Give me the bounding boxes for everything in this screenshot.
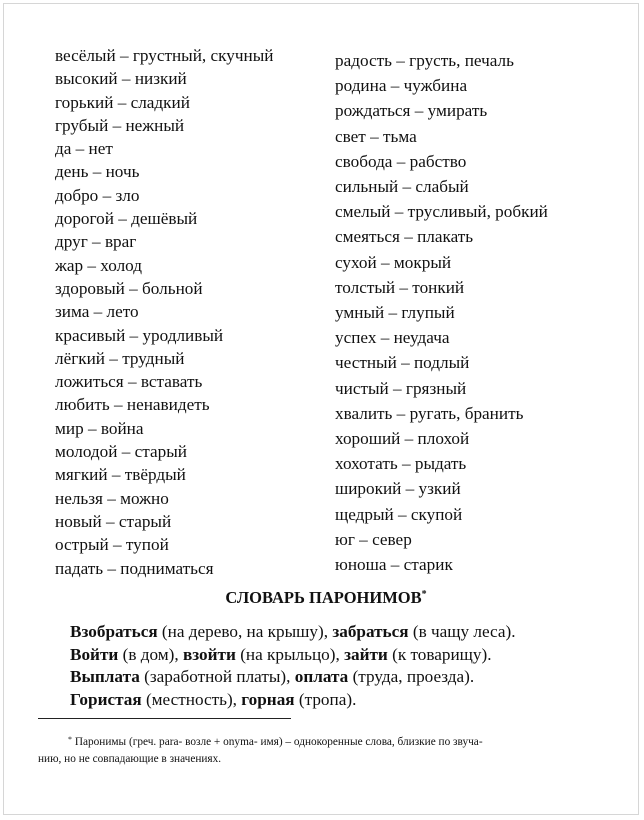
antonym-pair: жар – холод — [55, 255, 143, 275]
antonym-pair: свобода – рабство — [335, 151, 467, 171]
paronym-entry — [70, 621, 516, 644]
antonym-pair: хохотать – рыдать — [335, 454, 467, 474]
antonym-pair: сухой – мокрый — [335, 252, 452, 272]
paronym-word: горная — [241, 689, 295, 709]
paronyms-title-text: СЛОВАРЬ ПАРОНИМОВ — [225, 588, 422, 607]
page — [3, 3, 639, 815]
antonym-pair: падать – подниматься — [55, 558, 214, 578]
antonym-pair: честный – подлый — [335, 353, 470, 373]
footnote-line-1 — [38, 731, 618, 751]
footnote-marker: * — [68, 735, 72, 744]
paronym-word: оплата — [294, 667, 349, 686]
antonym-pair: нельзя – можно — [55, 488, 169, 508]
paronym-context: (тропа). — [294, 689, 357, 709]
antonym-pair: широкий – узкий — [335, 479, 461, 499]
antonym-pair: юноша – старик — [335, 555, 453, 575]
antonym-pair: мир – война — [55, 418, 144, 438]
footnote-divider — [38, 718, 291, 719]
antonym-pair: друг – враг — [55, 232, 137, 252]
antonym-pair: радость – грусть, печаль — [335, 51, 514, 70]
antonym-pair: хвалить – ругать, бранить — [335, 403, 524, 423]
antonym-pair: грубый – нежный — [55, 115, 185, 135]
antonym-pair: свет – тьма — [335, 126, 417, 146]
antonym-pair: умный – глупый — [335, 303, 455, 323]
paronym-context: (труда, проезда). — [348, 667, 475, 686]
antonym-pair: добро – зло — [55, 185, 140, 205]
antonym-pair: да – нет — [55, 139, 113, 159]
antonym-pair: смеяться – плакать — [335, 227, 474, 247]
paronym-context: (на дерево, на крышу), — [157, 622, 333, 641]
paronym-entry — [70, 689, 516, 712]
antonym-pair: смелый – трусливый, робкий — [335, 202, 548, 222]
antonym-pair: молодой – старый — [55, 442, 187, 462]
paronym-word: Гористая — [70, 689, 142, 709]
paronyms-list — [70, 621, 516, 711]
antonym-pair: хороший – плохой — [335, 429, 470, 449]
paronym-entry — [70, 666, 516, 689]
paronym-word: Войти — [70, 644, 119, 664]
antonym-pair: успех – неудача — [335, 328, 450, 348]
paronym-word: забраться — [332, 622, 409, 641]
paronym-context: (в дом), — [118, 644, 183, 664]
paronym-entry — [70, 644, 516, 667]
antonym-pair: юг – север — [335, 529, 412, 549]
antonym-pair: лёгкий – трудный — [55, 348, 185, 368]
paronym-context: (на крыльцо), — [235, 644, 345, 664]
footnote-marker: * — [421, 589, 427, 600]
paronym-word: Взобраться — [70, 622, 158, 641]
footnote-line-2: нию, но не совпадающие в значениях. — [38, 753, 222, 765]
antonym-pair: новый – старый — [55, 511, 172, 531]
antonym-pair: любить – ненавидеть — [55, 395, 210, 415]
antonym-pair: высокий – низкий — [55, 69, 187, 89]
footnote — [38, 731, 618, 768]
footnote-text-1: Паронимы (греч. para- возле + onyma- имя) – однокоренные слова, близкие по звуча- — [72, 736, 483, 748]
antonym-pair: весёлый – грустный, скучный — [55, 46, 274, 65]
antonym-pair: красивый – уродливый — [55, 325, 224, 345]
antonym-pair: острый – тупой — [55, 535, 169, 555]
antonym-pair: толстый – тонкий — [335, 277, 465, 297]
antonym-pair: дорогой – дешёвый — [55, 209, 198, 229]
paronym-word: взойти — [182, 644, 236, 664]
antonym-pair: сильный – слабый — [335, 177, 469, 197]
paronym-context: (к товарищу). — [387, 644, 492, 664]
antonym-pair: горький – сладкий — [55, 92, 190, 112]
antonyms-left-column — [55, 44, 273, 580]
paronyms-title — [4, 588, 644, 608]
paronym-word: Выплата — [70, 667, 140, 686]
paronym-word: зайти — [344, 644, 388, 664]
antonyms-right-column — [335, 48, 548, 577]
paronym-context: (в чащу леса). — [408, 622, 516, 641]
paronym-context: (местность), — [141, 689, 242, 709]
antonym-pair: щедрый – скупой — [335, 504, 463, 524]
antonym-pair: ложиться – вставать — [55, 372, 203, 392]
antonym-pair: день – ночь — [55, 162, 140, 182]
antonym-pair: рождаться – умирать — [335, 101, 488, 121]
antonym-pair: мягкий – твёрдый — [55, 465, 186, 485]
antonym-pair: здоровый – больной — [55, 278, 203, 298]
antonym-pair: родина – чужбина — [335, 76, 468, 96]
antonym-pair: зима – лето — [55, 302, 139, 322]
antonym-pair: чистый – грязный — [335, 378, 467, 398]
paronym-context: (заработной платы), — [139, 667, 295, 686]
